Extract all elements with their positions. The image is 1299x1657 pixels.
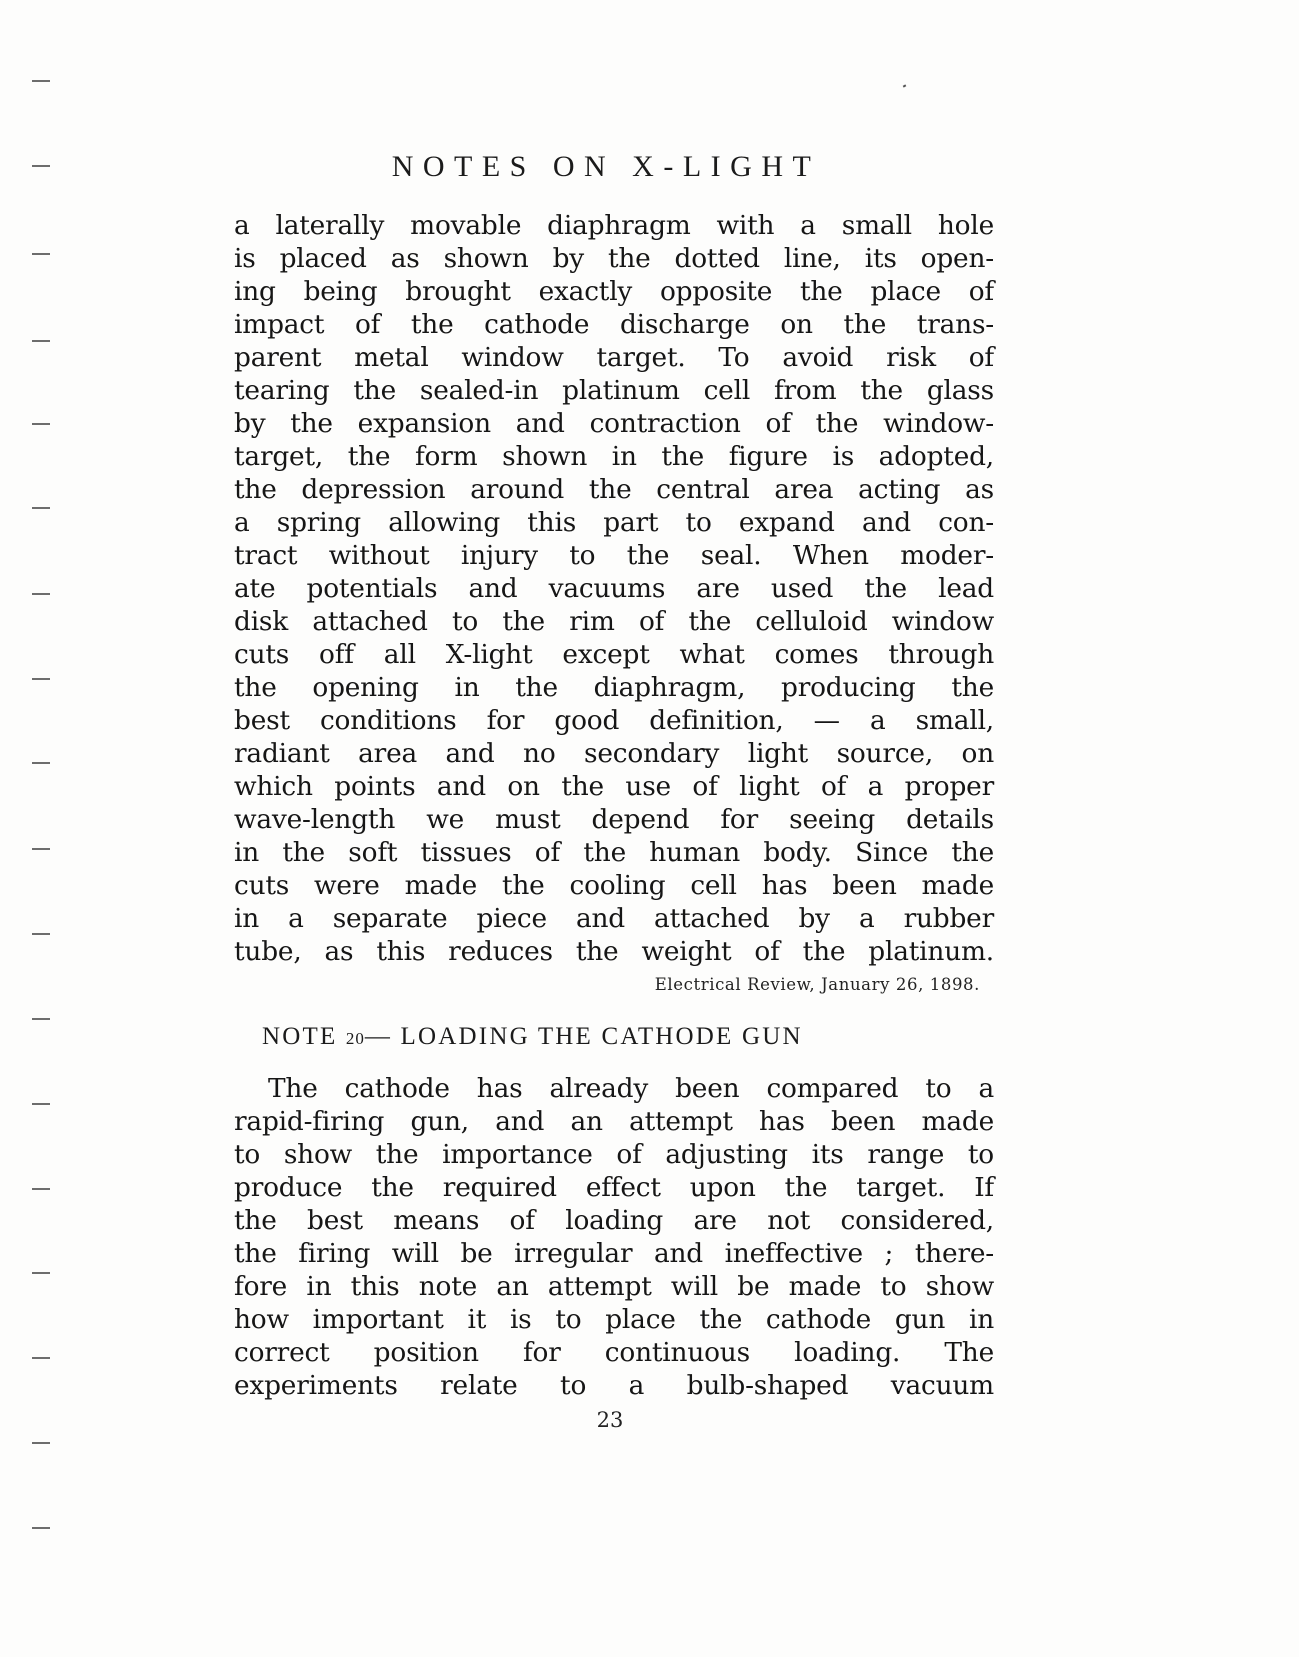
margin-tick [32, 340, 50, 342]
margin-tick [32, 848, 50, 850]
text-line: produce the required effect upon the target. If [234, 1172, 994, 1203]
text-line: experiments relate to a bulb-shaped vacuum [234, 1370, 994, 1401]
text-line: fore in this note an attempt will be made to show [234, 1271, 994, 1302]
text-line: ing being brought exactly opposite the place of [234, 276, 994, 307]
text-line: the depression around the central area acting as [234, 474, 994, 505]
note-heading-prefix: NOTE [262, 1023, 338, 1050]
text-line: disk attached to the rim of the celluloid window [234, 606, 994, 637]
margin-tick [32, 678, 50, 680]
text-line: a spring allowing this part to expand and con- [234, 507, 994, 538]
paragraph-2 [234, 1072, 994, 1402]
margin-tick [32, 253, 50, 255]
text-line: tearing the sealed-in platinum cell from the glass [234, 375, 994, 406]
margin-tick [32, 1188, 50, 1190]
margin-tick [32, 1357, 50, 1359]
margin-tick [32, 1018, 50, 1020]
text-line: tract without injury to the seal. When moder- [234, 540, 994, 571]
text-line: tube, as this reduces the weight of the platinum. [234, 936, 994, 967]
margin-tick [32, 165, 50, 167]
note-number: 20 [345, 1029, 365, 1048]
text-line: rapid-firing gun, and an attempt has been made [234, 1106, 994, 1137]
text-line: cuts were made the cooling cell has been made [234, 870, 994, 901]
text-line: cuts off all X-light except what comes through [234, 639, 994, 670]
text-line: a laterally movable diaphragm with a small hole [234, 210, 994, 241]
text-line: parent metal window target. To avoid risk of [234, 342, 994, 373]
margin-tick [32, 933, 50, 935]
text-line: in the soft tissues of the human body. Since the [234, 837, 994, 868]
text-line: by the expansion and contraction of the window- [234, 408, 994, 439]
margin-tick [32, 593, 50, 595]
margin-tick [32, 1272, 50, 1274]
citation: Electrical Review, January 26, 1898. [654, 975, 980, 994]
margin-ruler-ticks [32, 0, 52, 1657]
margin-tick [32, 1527, 50, 1529]
text-line: to show the importance of adjusting its range to [234, 1139, 994, 1170]
running-head: NOTES ON X-LIGHT [391, 150, 821, 183]
text-line: is placed as shown by the dotted line, its open- [234, 243, 994, 274]
text-line: wave-length we must depend for seeing details [234, 804, 994, 835]
text-line: in a separate piece and attached by a rubber [234, 903, 994, 934]
text-line: which points and on the use of light of a proper [234, 771, 994, 802]
text-line: correct position for continuous loading. The [234, 1337, 994, 1368]
note-heading [262, 1023, 962, 1051]
text-line: radiant area and no secondary light source, on [234, 738, 994, 769]
paragraph-1 [234, 209, 994, 968]
paper-speck [903, 84, 907, 87]
text-line: The cathode has already been compared to a [268, 1073, 994, 1104]
margin-tick [32, 762, 50, 764]
text-line: the opening in the diaphragm, producing the [234, 672, 994, 703]
text-line: target, the form shown in the figure is adopted, [234, 441, 994, 472]
text-line: how important it is to place the cathode gun in [234, 1304, 994, 1335]
note-heading-title: — LOADING THE CATHODE GUN [364, 1023, 803, 1050]
margin-tick [32, 80, 50, 82]
margin-tick [32, 507, 50, 509]
text-line: best conditions for good definition, — a small, [234, 705, 994, 736]
text-line: impact of the cathode discharge on the trans- [234, 309, 994, 340]
margin-tick [32, 423, 50, 425]
page-number: 23 [596, 1408, 624, 1432]
text-line: ate potentials and vacuums are used the lead [234, 573, 994, 604]
text-line: the best means of loading are not considered, [234, 1205, 994, 1236]
margin-tick [32, 1103, 50, 1105]
margin-tick [32, 1442, 50, 1444]
text-line: the firing will be irregular and ineffective ; there- [234, 1238, 994, 1269]
